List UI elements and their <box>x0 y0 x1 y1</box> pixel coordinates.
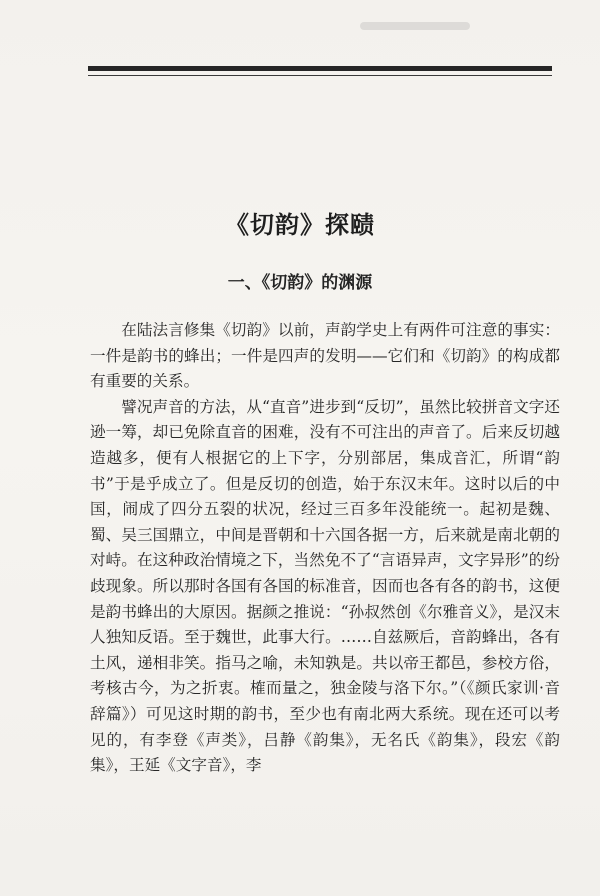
header-rule-thick <box>88 66 552 71</box>
header-smudge <box>360 22 470 30</box>
paragraph: 在陆法言修集《切韵》以前，声韵学史上有两件可注意的事实：一件是韵书的蜂出；一件是四声的发明——它们和《切韵》的构成都有重要的关系。 <box>90 321 560 391</box>
body-text <box>90 318 560 779</box>
section-title: 一、《切韵》的渊源 <box>227 273 373 293</box>
chapter-title: 《切韵》探赜 <box>225 210 375 239</box>
paragraph: 譬况声音的方法，从“直音”进步到“反切”，虽然比较拼音文字还逊一筹，却已免除直音的困难，没有不可注出的声音了。后来反切越造越多，便有人根据它的上下字，分别部居，集成音汇，所谓“韵书”于是乎成立了。但是反切的创造，始于东汉末年。这时以后的中国，闹成了四分五裂的状况，经过三百多年没能统一。起初是魏、蜀、吴三国鼎立，中间是晋朝和十六国各据一方，后来就是南北朝的对峙。在这种政治情境之下，当然免不了“言语异声，文字异形”的纷歧现象。所以那时各国有各国的标准音，因而也各有各的韵书，这便是韵书蜂出的大原因。据颜之推说：“孙叔然创《尔雅音义》，是汉末人独知反语。至于魏世，此事大行。……自兹厥后，音韵蜂出，各有土风，递相非笑。指马之喻，未知孰是。共以帝王都邑，参校方俗，考核古今，为之折衷。榷而量之，独金陵与洛下尔。”（《颜氏家训·音辞篇》）可见这时期的韵书，至少也有南北两大系统。现在还可以考见的，有李登《声类》，吕静《韵集》，无名氏《韵集》，段宏《韵集》，王延《文字音》，李 <box>90 397 560 775</box>
header-rule-thin <box>88 75 552 76</box>
